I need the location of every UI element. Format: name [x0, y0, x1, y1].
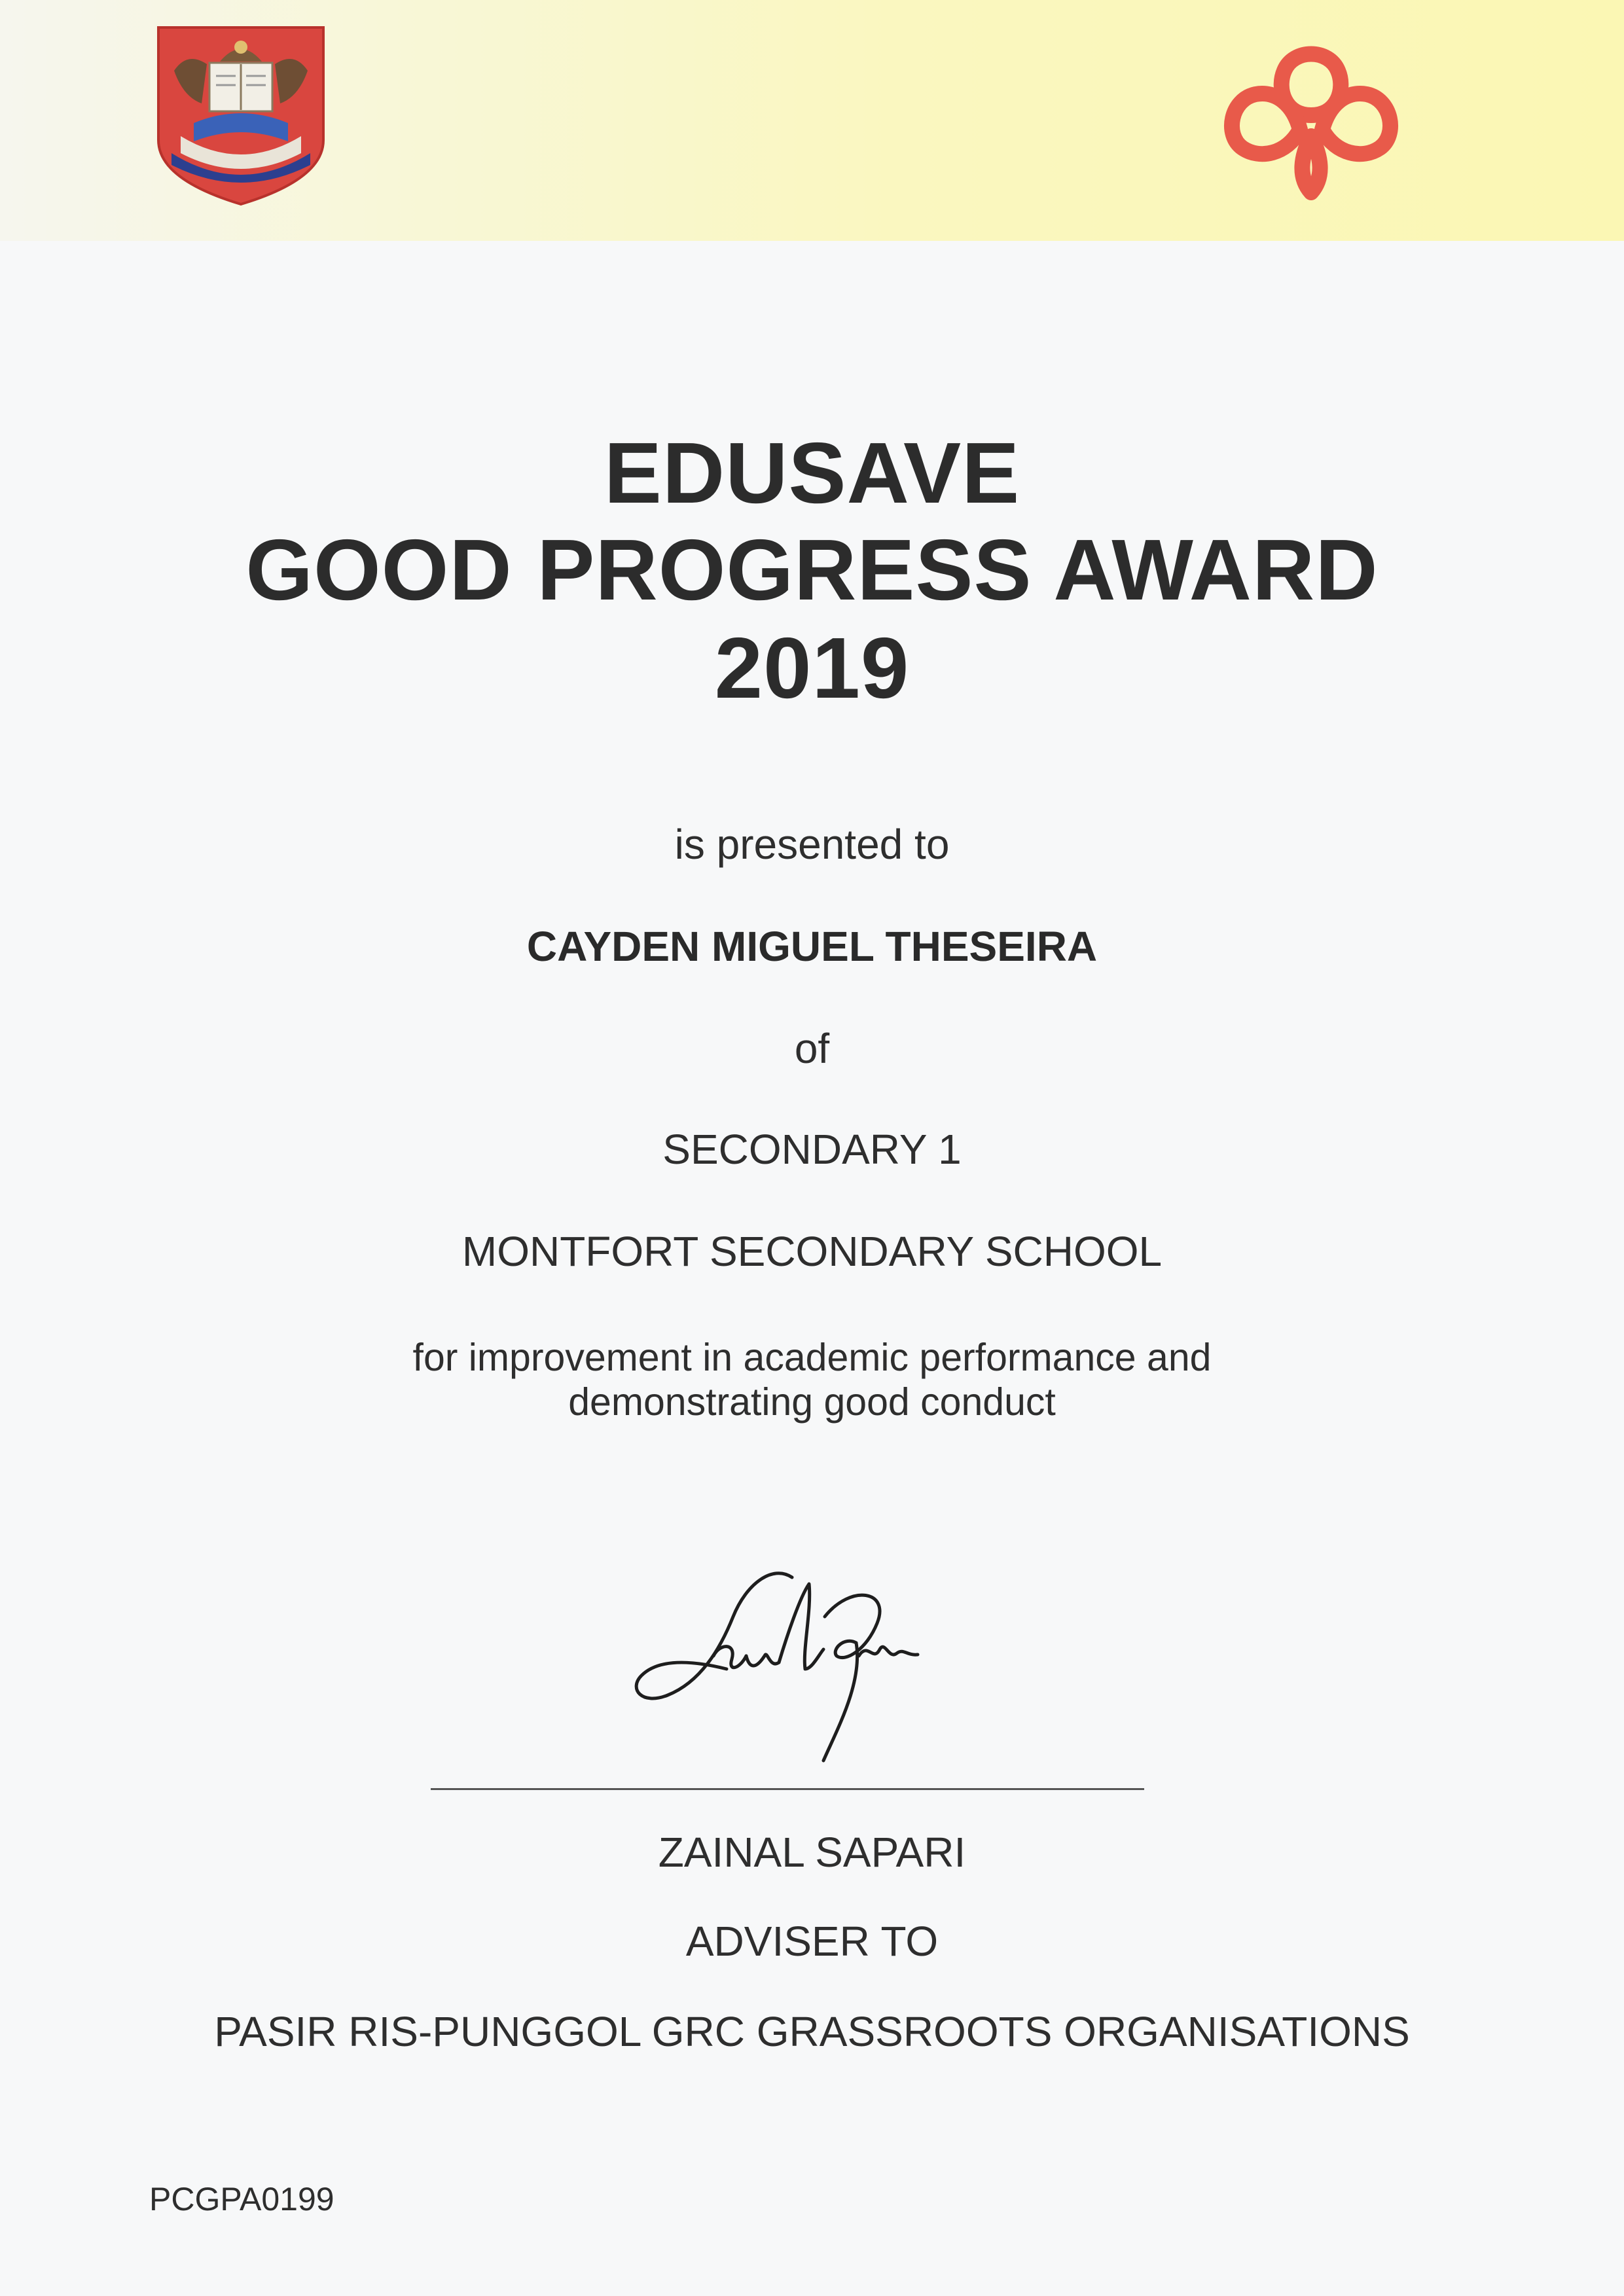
- school-name: MONTFORT SECONDARY SCHOOL: [461, 1228, 1163, 1275]
- reason-line-1: for improvement in academic performance and: [412, 1336, 1212, 1379]
- community-trefoil-logo-icon: [1216, 31, 1406, 208]
- award-title-line-1: EDUSAVE: [604, 425, 1020, 521]
- school-crest-icon: [154, 25, 327, 207]
- recipient-name: CAYDEN MIGUEL THESEIRA: [526, 923, 1098, 970]
- signatory-organisation: PASIR RIS-PUNGGOL GRC GRASSROOTS ORGANISATIONS: [214, 2008, 1410, 2055]
- class-level: SECONDARY 1: [662, 1126, 962, 1173]
- award-title-line-2: GOOD PROGRESS AWARD: [245, 522, 1379, 618]
- handwritten-signature: [615, 1558, 956, 1774]
- signatory-name: ZAINAL SAPARI: [658, 1829, 966, 1876]
- award-title-year: 2019: [714, 620, 910, 716]
- certificate-code: PCGPA0199: [149, 2181, 334, 2217]
- presented-to-text: is presented to: [674, 821, 950, 868]
- of-text: of: [794, 1025, 830, 1072]
- signature-line: [431, 1788, 1144, 1790]
- signatory-title: ADVISER TO: [685, 1918, 939, 1965]
- reason-line-2: demonstrating good conduct: [568, 1380, 1056, 1424]
